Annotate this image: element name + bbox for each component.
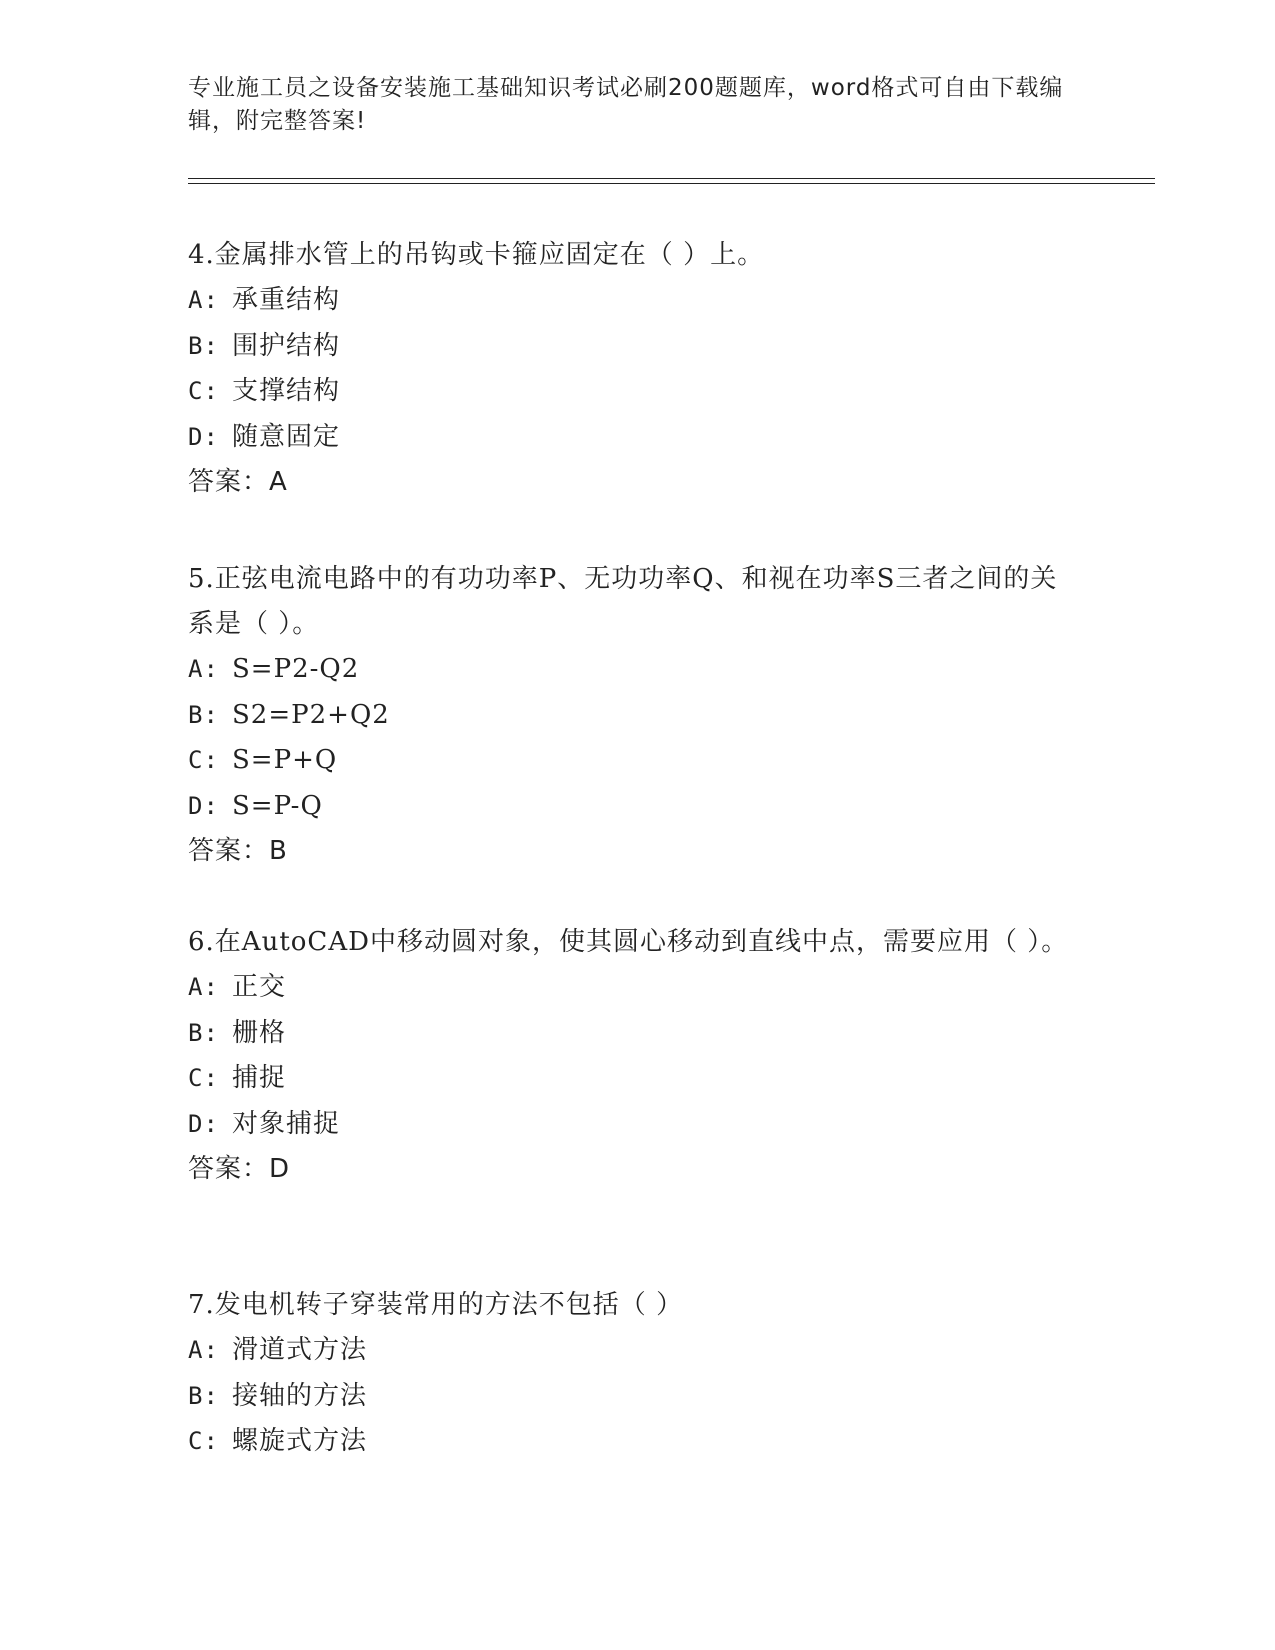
option-c	[188, 738, 1078, 784]
question-6	[188, 920, 1078, 1193]
option-b	[188, 693, 1078, 739]
option-text: 随意固定	[232, 421, 341, 452]
option-b	[188, 324, 1078, 370]
option-c	[188, 1419, 1078, 1465]
option-label: B:	[188, 331, 219, 360]
option-a	[188, 647, 1078, 693]
option-text: 正交	[232, 972, 287, 1002]
option-label: A:	[188, 1336, 219, 1364]
option-label: A:	[188, 655, 219, 683]
question-text: 4.金属排水管上的吊钩或卡箍应固定在（ ）上。	[188, 240, 765, 270]
option-text: 对象捕捉	[232, 1108, 341, 1139]
header-divider-bottom	[188, 183, 1155, 184]
option-text: 螺旋式方法	[232, 1426, 368, 1456]
option-a	[188, 278, 1078, 324]
option-a	[188, 1328, 1078, 1374]
answer-line: 答案：A	[188, 467, 288, 497]
option-text: S=P+Q	[232, 745, 338, 775]
option-label: C:	[188, 1064, 219, 1092]
option-text: 捕捉	[232, 1063, 287, 1093]
document-header-title: 专业施工员之设备安装施工基础知识考试必刷200题题库，word格式可自由下载编辑，附完整答案!	[188, 75, 1064, 134]
option-text: 滑道式方法	[232, 1335, 368, 1365]
option-text: 接轴的方法	[232, 1380, 368, 1411]
option-text: S=P-Q	[232, 790, 323, 821]
option-label: D:	[188, 422, 219, 451]
header-divider-top	[188, 178, 1155, 179]
option-label: B:	[188, 1018, 219, 1047]
option-label: B:	[188, 700, 219, 729]
answer-line: 答案：B	[188, 836, 288, 866]
option-text: 栅格	[232, 1017, 287, 1048]
question-text: 6.在AutoCAD中移动圆对象，使其圆心移动到直线中点，需要应用（ ）。	[188, 927, 1069, 957]
question-text: 7.发电机转子穿装常用的方法不包括（ ）	[188, 1290, 684, 1320]
option-text: 承重结构	[232, 285, 341, 315]
answer-line: 答案：D	[188, 1154, 291, 1184]
option-text: 支撑结构	[232, 376, 341, 406]
question-5	[188, 557, 1078, 875]
option-label: C:	[188, 746, 219, 774]
option-text: S2=P2+Q2	[232, 699, 390, 730]
option-label: B:	[188, 1381, 219, 1410]
option-d	[188, 415, 1078, 461]
option-b	[188, 1011, 1078, 1057]
option-label: A:	[188, 286, 219, 314]
option-text: S=P2-Q2	[232, 654, 360, 684]
question-7	[188, 1283, 1078, 1465]
question-text: 5.正弦电流电路中的有功功率P、无功功率Q、和视在功率S三者之间的关系是（ ）。	[188, 564, 1058, 639]
option-label: D:	[188, 1109, 219, 1138]
option-b	[188, 1374, 1078, 1420]
option-label: A:	[188, 973, 219, 1001]
option-a	[188, 965, 1078, 1011]
option-text: 围护结构	[232, 330, 341, 361]
question-4	[188, 233, 1078, 506]
option-c	[188, 369, 1078, 415]
option-d	[188, 1102, 1078, 1148]
option-label: C:	[188, 377, 219, 405]
option-label: D:	[188, 791, 219, 820]
option-d	[188, 784, 1078, 830]
option-c	[188, 1056, 1078, 1102]
option-label: C:	[188, 1427, 219, 1455]
